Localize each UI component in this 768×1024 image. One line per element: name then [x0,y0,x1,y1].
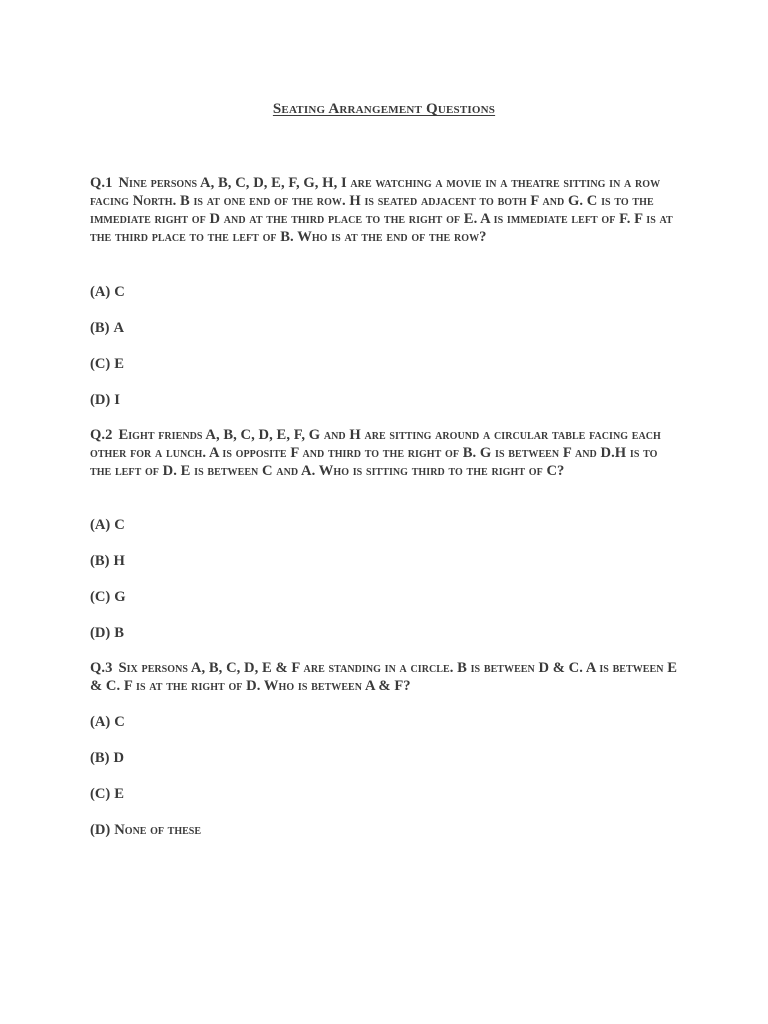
question-number: Q.1 [90,175,113,191]
question-body: Eight friends A, B, C, D, E, F, G and H are sitting around a circular table facing each other for a lunch. A is opposite F and third to the right of B. G is between F and D.H is to the left of D. E is between C and A. Who is sitting third to the right of C? [90,427,661,479]
option-value: I [114,392,120,408]
option-value: D [113,750,125,766]
option-value: A [113,320,125,336]
question-1-option-c [90,355,124,373]
option-value: H [113,553,125,569]
option-label: (D) [90,392,111,408]
question-3-option-c [90,785,124,803]
document-title: Seating Arrangement Questions [272,101,496,117]
question-2-option-b [90,552,125,570]
option-label: (C) [90,589,111,605]
question-2-option-c [90,588,126,606]
question-3-option-b [90,749,124,767]
question-1-option-d [90,391,120,409]
option-label: (A) [90,714,111,730]
question-3-option-d [90,821,201,839]
question-2-option-d [90,624,124,642]
option-label: (D) [90,625,111,641]
option-label: (C) [90,786,111,802]
option-label: (A) [90,284,111,300]
option-value: E [114,786,124,802]
option-value: B [114,625,124,641]
option-value: C [114,284,125,300]
question-2-text [90,426,680,480]
option-value: None of these [114,822,202,838]
option-value: C [114,517,125,533]
option-label: (C) [90,356,111,372]
option-value: E [114,356,124,372]
option-value: G [114,589,126,605]
option-value: C [114,714,125,730]
question-1-text [90,174,680,246]
option-label: (A) [90,517,111,533]
question-3-text [90,659,680,695]
question-number: Q.3 [90,660,113,676]
question-body: Six persons A, B, C, D, E & F are standing in a circle. B is between D & C. A is between E & C. F is at the right of D. Who is between A & F? [90,660,677,694]
option-label: (B) [90,553,110,569]
question-number: Q.2 [90,427,113,443]
option-label: (D) [90,822,111,838]
question-1-option-b [90,319,124,337]
question-body: Nine persons A, B, C, D, E, F, G, H, I are watching a movie in a theatre sitting in a row facing North. B is at one end of the row. H is seated adjacent to both F and G. C is to the immediate right of D and at the third place to the right of E. A is immediate left of F. F is at the third place to the left of B. Who is at the end of the row? [90,175,673,245]
option-label: (B) [90,320,110,336]
option-label: (B) [90,750,110,766]
question-3-option-a [90,713,125,731]
question-2-option-a [90,516,125,534]
question-1-option-a [90,283,125,301]
